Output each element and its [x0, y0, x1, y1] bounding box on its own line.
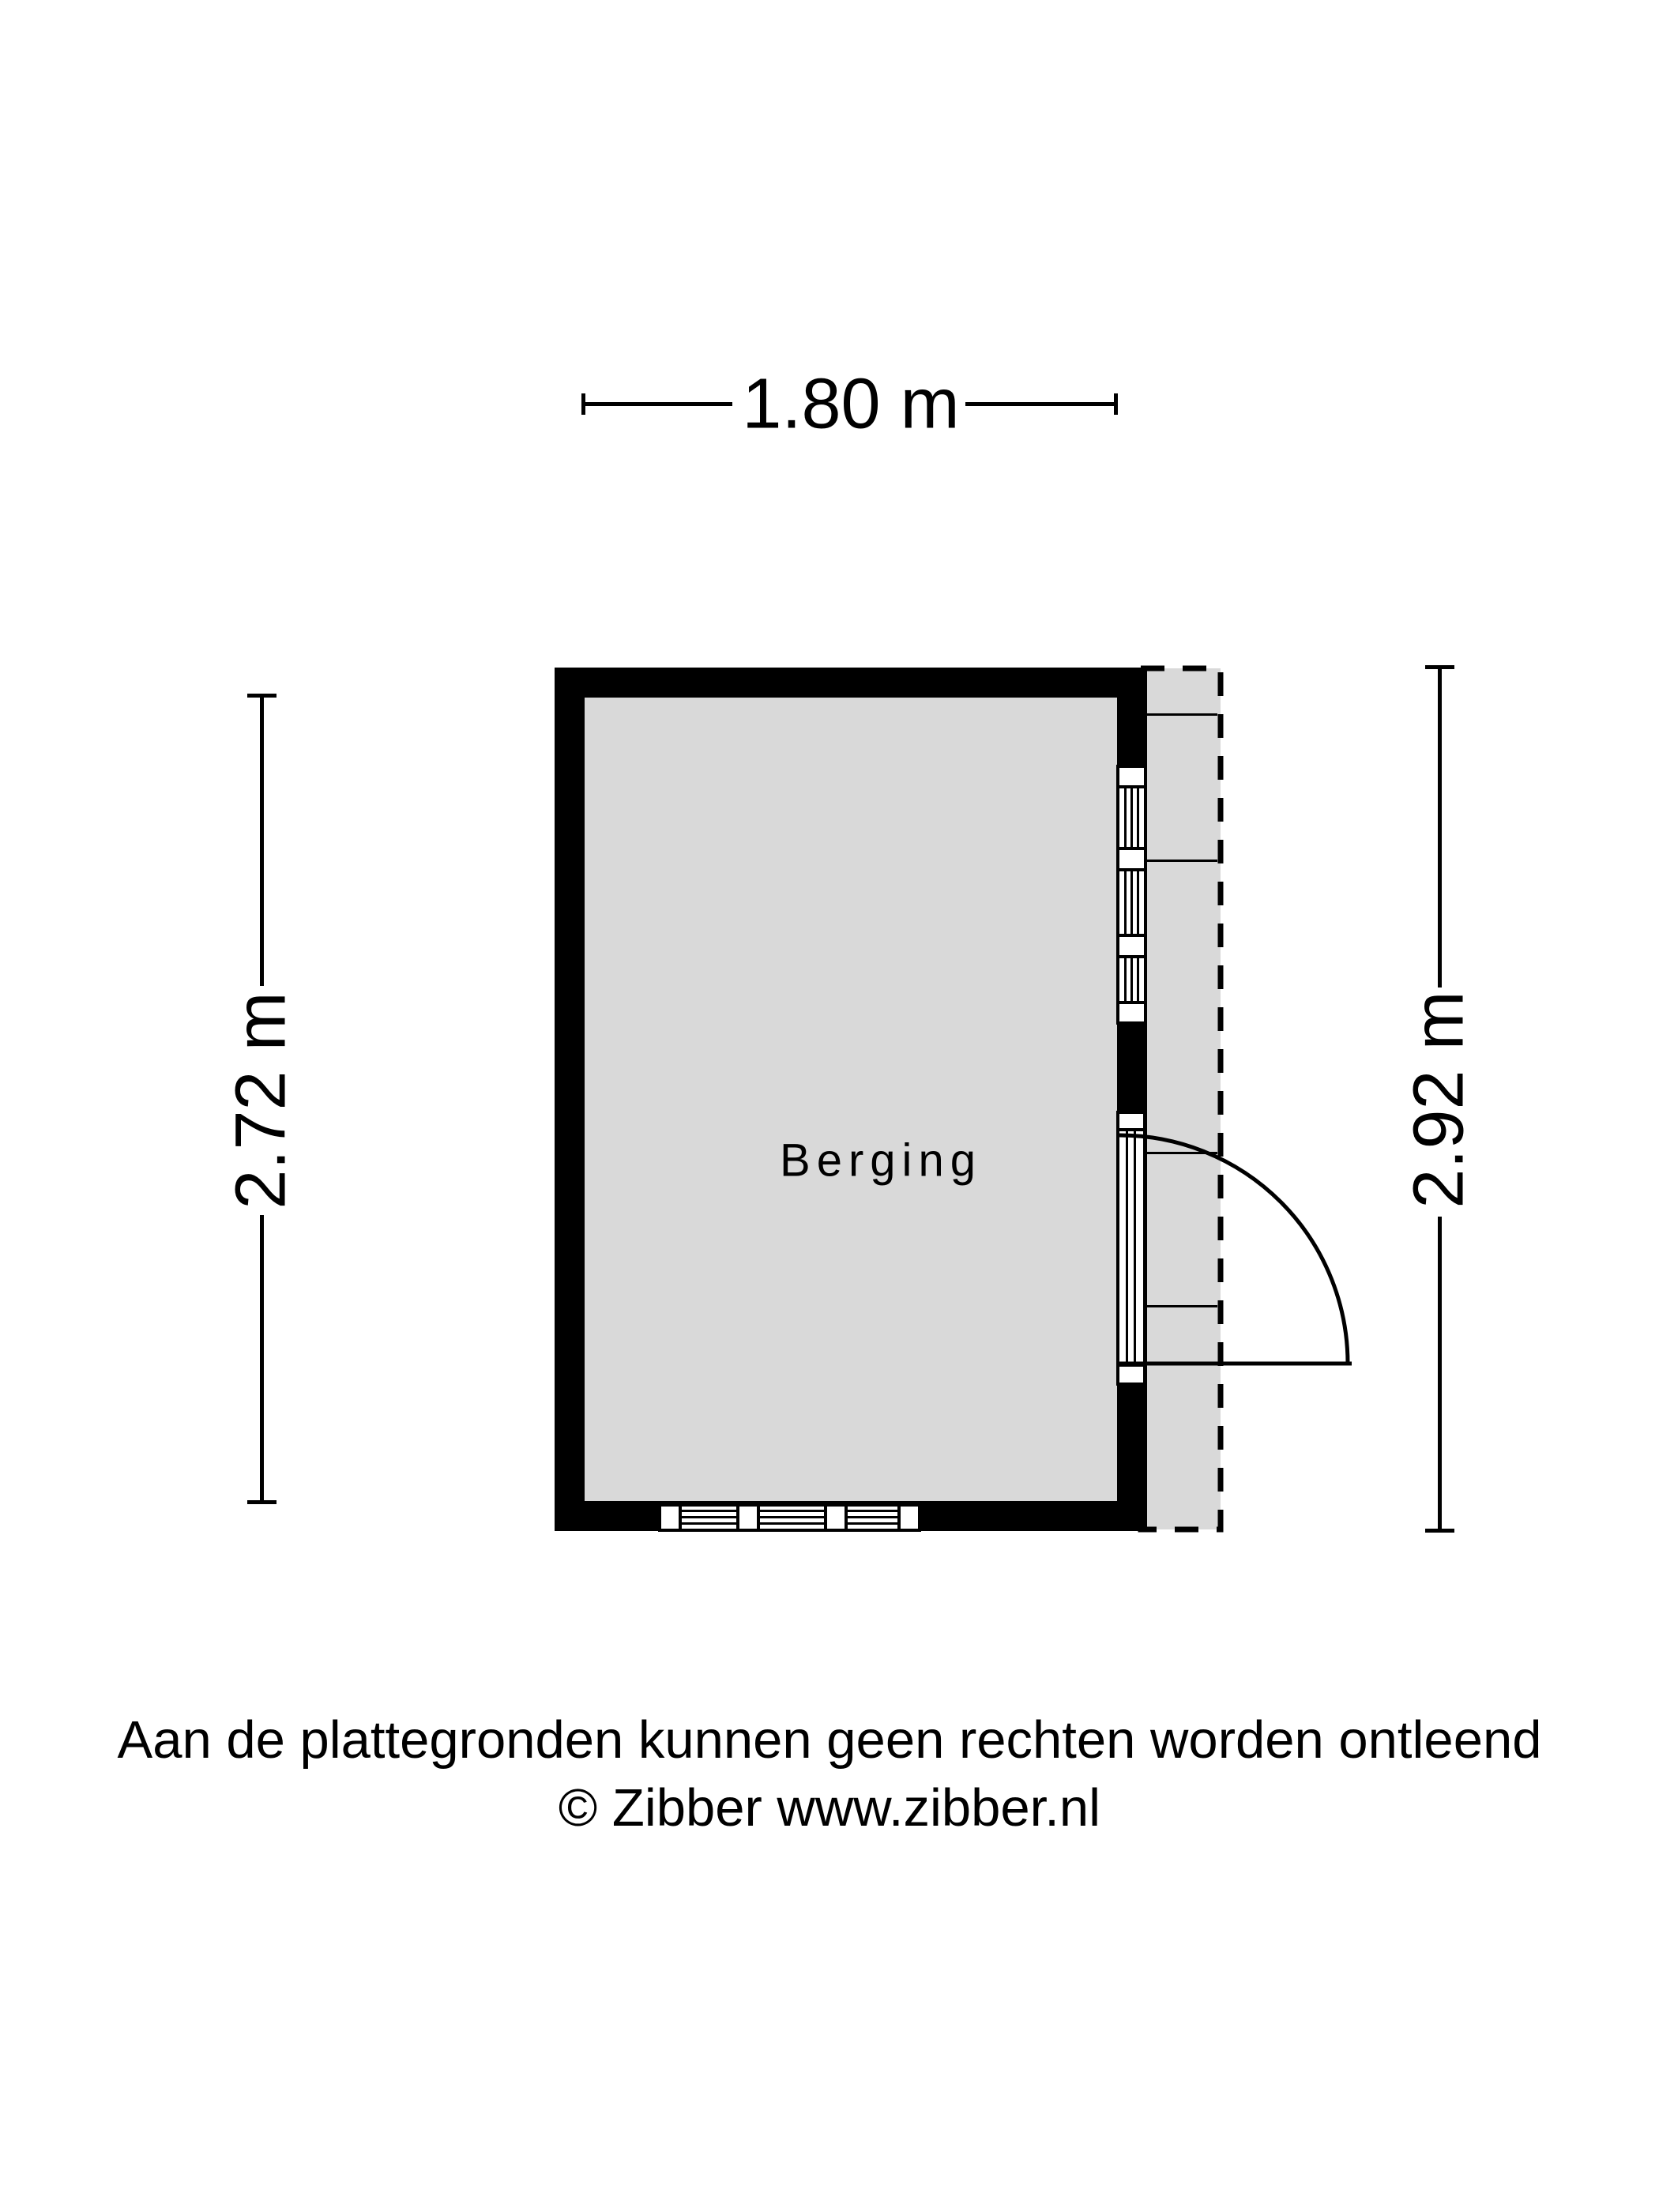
window-glazing: [1119, 788, 1144, 1001]
glazing-line: [682, 1510, 897, 1512]
copyright-text: © Zibber www.zibber.nl: [558, 1778, 1101, 1838]
annex-divider-line: [1147, 1305, 1217, 1307]
door-frame-cell: [1116, 1111, 1146, 1131]
window-glazing: [682, 1507, 897, 1529]
window-mullion: [1116, 847, 1147, 871]
disclaimer-text: Aan de plattegronden kunnen geen rechten worden ontleend: [117, 1710, 1542, 1770]
room-berging: [555, 668, 1147, 1531]
door-panel-line: [1134, 1131, 1136, 1364]
glazing-line: [1124, 788, 1127, 1001]
glazing-line: [1137, 788, 1139, 1001]
window-right: [1116, 765, 1147, 1025]
room-label: Berging: [780, 1134, 982, 1187]
dimension-label-left: 2.72 m: [221, 991, 301, 1209]
window-frame-cell: [897, 1507, 918, 1529]
footer: [0, 1706, 1659, 1842]
room-floor: [585, 698, 1117, 1501]
glazing-line: [1130, 788, 1133, 1001]
door-panel: [1116, 1131, 1146, 1364]
dimension-label-top: 1.80 m: [742, 364, 960, 444]
window-frame-cell: [661, 1507, 682, 1529]
glazing-line: [682, 1516, 897, 1518]
window-frame-cell: [1119, 768, 1144, 788]
dimension-label-right: 2.92 m: [1399, 991, 1479, 1209]
door-frame-cell: [1116, 1364, 1146, 1386]
window-mullion: [824, 1503, 848, 1532]
window-mullion: [736, 1503, 760, 1532]
annex-divider-line: [1147, 1152, 1217, 1154]
annex-divider-line: [1147, 860, 1217, 862]
door-panel-line: [1126, 1131, 1128, 1364]
window-mullion: [1116, 934, 1147, 958]
annex-dashed-outline: [1141, 668, 1221, 1529]
annex-divider-line: [1147, 713, 1217, 716]
window-frame-cell: [1119, 1001, 1144, 1021]
glazing-line: [682, 1522, 897, 1525]
window-bottom: [658, 1503, 921, 1532]
